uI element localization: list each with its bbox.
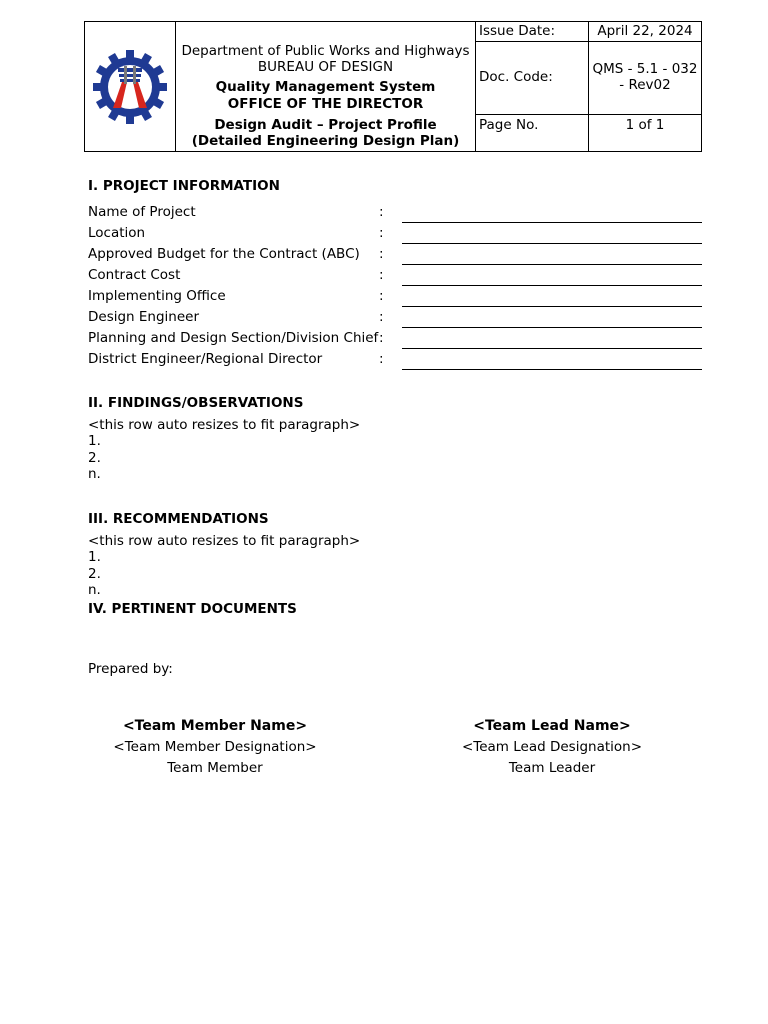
section-recommendations: III. RECOMMENDATIONS — [88, 511, 269, 527]
office-name: OFFICE OF THE DIRECTOR — [227, 96, 424, 112]
bureau-name: BUREAU OF DESIGN — [257, 59, 394, 75]
field-blank-line[interactable] — [402, 369, 702, 370]
findings-item: 2. — [88, 450, 101, 466]
doc-code-line1: QMS - 5.1 - 032 — [592, 61, 698, 77]
header-title-cell — [176, 22, 476, 151]
section-findings: II. FINDINGS/OBSERVATIONS — [88, 395, 304, 411]
team-lead-designation: <Team Lead Designation> — [461, 739, 643, 755]
field-colon: : — [379, 225, 384, 241]
team-member-signature-block — [85, 716, 345, 779]
field-colon: : — [379, 351, 384, 367]
doc-code-label: Doc. Code: — [476, 42, 589, 115]
section-project-information: I. PROJECT INFORMATION — [88, 178, 280, 194]
dpwh-gear-logo-icon — [91, 48, 169, 126]
team-lead-name: <Team Lead Name> — [473, 718, 631, 734]
team-member-name: <Team Member Name> — [122, 718, 308, 734]
recommendations-item: 2. — [88, 566, 101, 582]
field-blank-line[interactable] — [402, 222, 702, 223]
field-colon: : — [379, 246, 384, 262]
field-label: Contract Cost — [88, 267, 181, 283]
prepared-by-label: Prepared by: — [88, 661, 173, 677]
page-no-label: Page No. — [476, 115, 589, 151]
field-label: Approved Budget for the Contract (ABC) — [88, 246, 360, 262]
doc-code-line2: - Rev02 — [619, 77, 671, 93]
field-colon: : — [379, 267, 384, 283]
field-blank-line[interactable] — [402, 264, 702, 265]
field-label: Implementing Office — [88, 288, 226, 304]
field-colon: : — [379, 288, 384, 304]
field-blank-line[interactable] — [402, 327, 702, 328]
field-label: District Engineer/Regional Director — [88, 351, 323, 367]
field-blank-line[interactable] — [402, 243, 702, 244]
issue-date-label: Issue Date: — [476, 22, 589, 42]
recommendations-item: 1. — [88, 549, 101, 565]
qms-title: Quality Management System — [215, 79, 436, 95]
field-label: Planning and Design Section/Division Chief — [88, 330, 379, 346]
team-member-role: Team Member — [167, 760, 263, 776]
field-colon: : — [379, 204, 384, 220]
doc-code-value — [589, 42, 701, 115]
findings-note: <this row auto resizes to fit paragraph> — [88, 417, 361, 433]
findings-item: n. — [88, 466, 101, 482]
recommendations-item: n. — [88, 582, 101, 598]
team-lead-signature-block — [422, 716, 682, 779]
field-label: Location — [88, 225, 146, 241]
field-blank-line[interactable] — [402, 285, 702, 286]
findings-item: 1. — [88, 433, 101, 449]
field-label: Name of Project — [88, 204, 196, 220]
form-subtitle: (Detailed Engineering Design Plan) — [191, 133, 460, 149]
issue-date-value: April 22, 2024 — [589, 22, 701, 42]
department-name: Department of Public Works and Highways — [181, 43, 470, 59]
recommendations-note: <this row auto resizes to fit paragraph> — [88, 533, 361, 549]
team-member-designation: <Team Member Designation> — [113, 739, 317, 755]
field-blank-line[interactable] — [402, 348, 702, 349]
field-colon: : — [379, 309, 384, 325]
field-label: Design Engineer — [88, 309, 200, 325]
section-pertinent-documents: IV. PERTINENT DOCUMENTS — [88, 601, 297, 617]
logo-cell — [85, 22, 176, 151]
header-table — [84, 21, 702, 152]
team-lead-role: Team Leader — [508, 760, 596, 776]
form-title: Design Audit – Project Profile — [214, 117, 437, 133]
field-colon: : — [379, 330, 384, 346]
page-no-value: 1 of 1 — [625, 117, 665, 133]
field-blank-line[interactable] — [402, 306, 702, 307]
